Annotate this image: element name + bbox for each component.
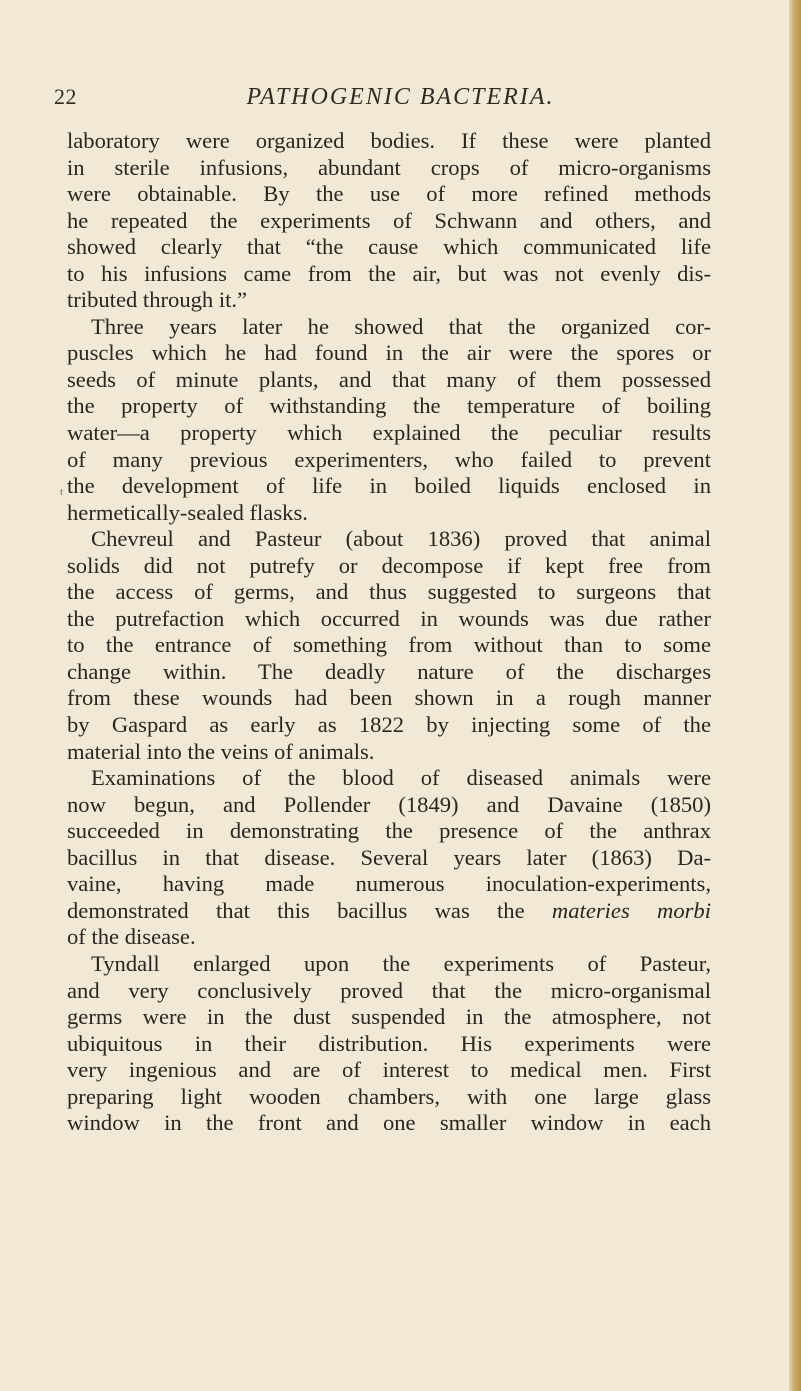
- text-line: of many previous experimenters, who failed to prevent: [67, 446, 711, 472]
- text-line: in sterile infusions, abundant crops of micro-organisms: [67, 154, 711, 180]
- text-line: solids did not putrefy or decompose if kept free from: [67, 552, 711, 578]
- body-text: [67, 128, 711, 1137]
- text-line: now begun, and Pollender (1849) and Davaine (1850): [67, 791, 711, 817]
- text-line: and very conclusively proved that the micro-organismal: [67, 977, 711, 1003]
- text-line: puscles which he had found in the air were the spores or: [67, 340, 711, 366]
- text-line: the putrefaction which occurred in wounds was due rather: [67, 605, 711, 631]
- paragraph-start: Three years later he showed that the organized cor-: [91, 313, 711, 339]
- italic-phrase: materies morbi: [551, 897, 711, 923]
- text-line: change within. The deadly nature of the discharges: [67, 658, 711, 684]
- text-line: window in the front and one smaller window in each: [67, 1110, 711, 1136]
- text-line: laboratory were organized bodies. If these were planted: [67, 128, 711, 153]
- paragraph-start: Tyndall enlarged upon the experiments of Pasteur,: [91, 950, 711, 976]
- text-segment: demonstrated that this bacillus was the: [67, 897, 525, 923]
- text-line: the access of germs, and thus suggested to surgeons that: [67, 579, 711, 605]
- text-line: seeds of minute plants, and that many of them possessed: [67, 366, 711, 392]
- text-line: the development of life in boiled liquids enclosed in: [67, 473, 711, 499]
- text-line: the property of withstanding the temperature of boiling: [67, 393, 711, 419]
- text-line: showed clearly that “the cause which communicated life: [67, 234, 711, 260]
- margin-mark: t: [60, 486, 64, 498]
- text-line: germs were in the dust suspended in the atmosphere, not: [67, 1004, 711, 1030]
- paragraph-start: Chevreul and Pasteur (about 1836) proved that animal: [91, 526, 711, 552]
- text-line: material into the veins of animals.: [67, 738, 375, 764]
- text-line: hermetically-sealed flasks.: [67, 499, 308, 525]
- text-line: bacillus in that disease. Several years later (1863) Da-: [67, 844, 711, 870]
- page-number: 22: [54, 84, 77, 109]
- text-line: were obtainable. By the use of more refined methods: [67, 181, 711, 207]
- text-line: from these wounds had been shown in a rough manner: [67, 685, 711, 711]
- text-line: [67, 898, 711, 925]
- page-edge: [789, 0, 801, 1391]
- paragraph-start: Examinations of the blood of diseased animals were: [91, 765, 711, 791]
- text-line: to his infusions came from the air, but was not evenly dis-: [67, 260, 711, 286]
- running-head: PATHOGENIC BACTERIA.: [246, 84, 555, 110]
- text-line: of the disease.: [67, 924, 196, 950]
- text-line: water—a property which explained the peculiar results: [67, 420, 711, 446]
- text-line: succeeded in demonstrating the presence of the anthrax: [67, 818, 711, 844]
- text-line: he repeated the experiments of Schwann and others, and: [67, 207, 711, 233]
- text-line: vaine, having made numerous inoculation-experiments,: [67, 871, 711, 897]
- text-line: tributed through it.”: [67, 287, 248, 313]
- text-line: to the entrance of something from without than to some: [67, 632, 711, 658]
- text-line: by Gaspard as early as 1822 by injecting some of the: [67, 712, 711, 738]
- text-line: preparing light wooden chambers, with one large glass: [67, 1083, 711, 1109]
- text-line: very ingenious and are of interest to medical men. First: [67, 1057, 711, 1083]
- text-line: ubiquitous in their distribution. His experiments were: [67, 1030, 711, 1056]
